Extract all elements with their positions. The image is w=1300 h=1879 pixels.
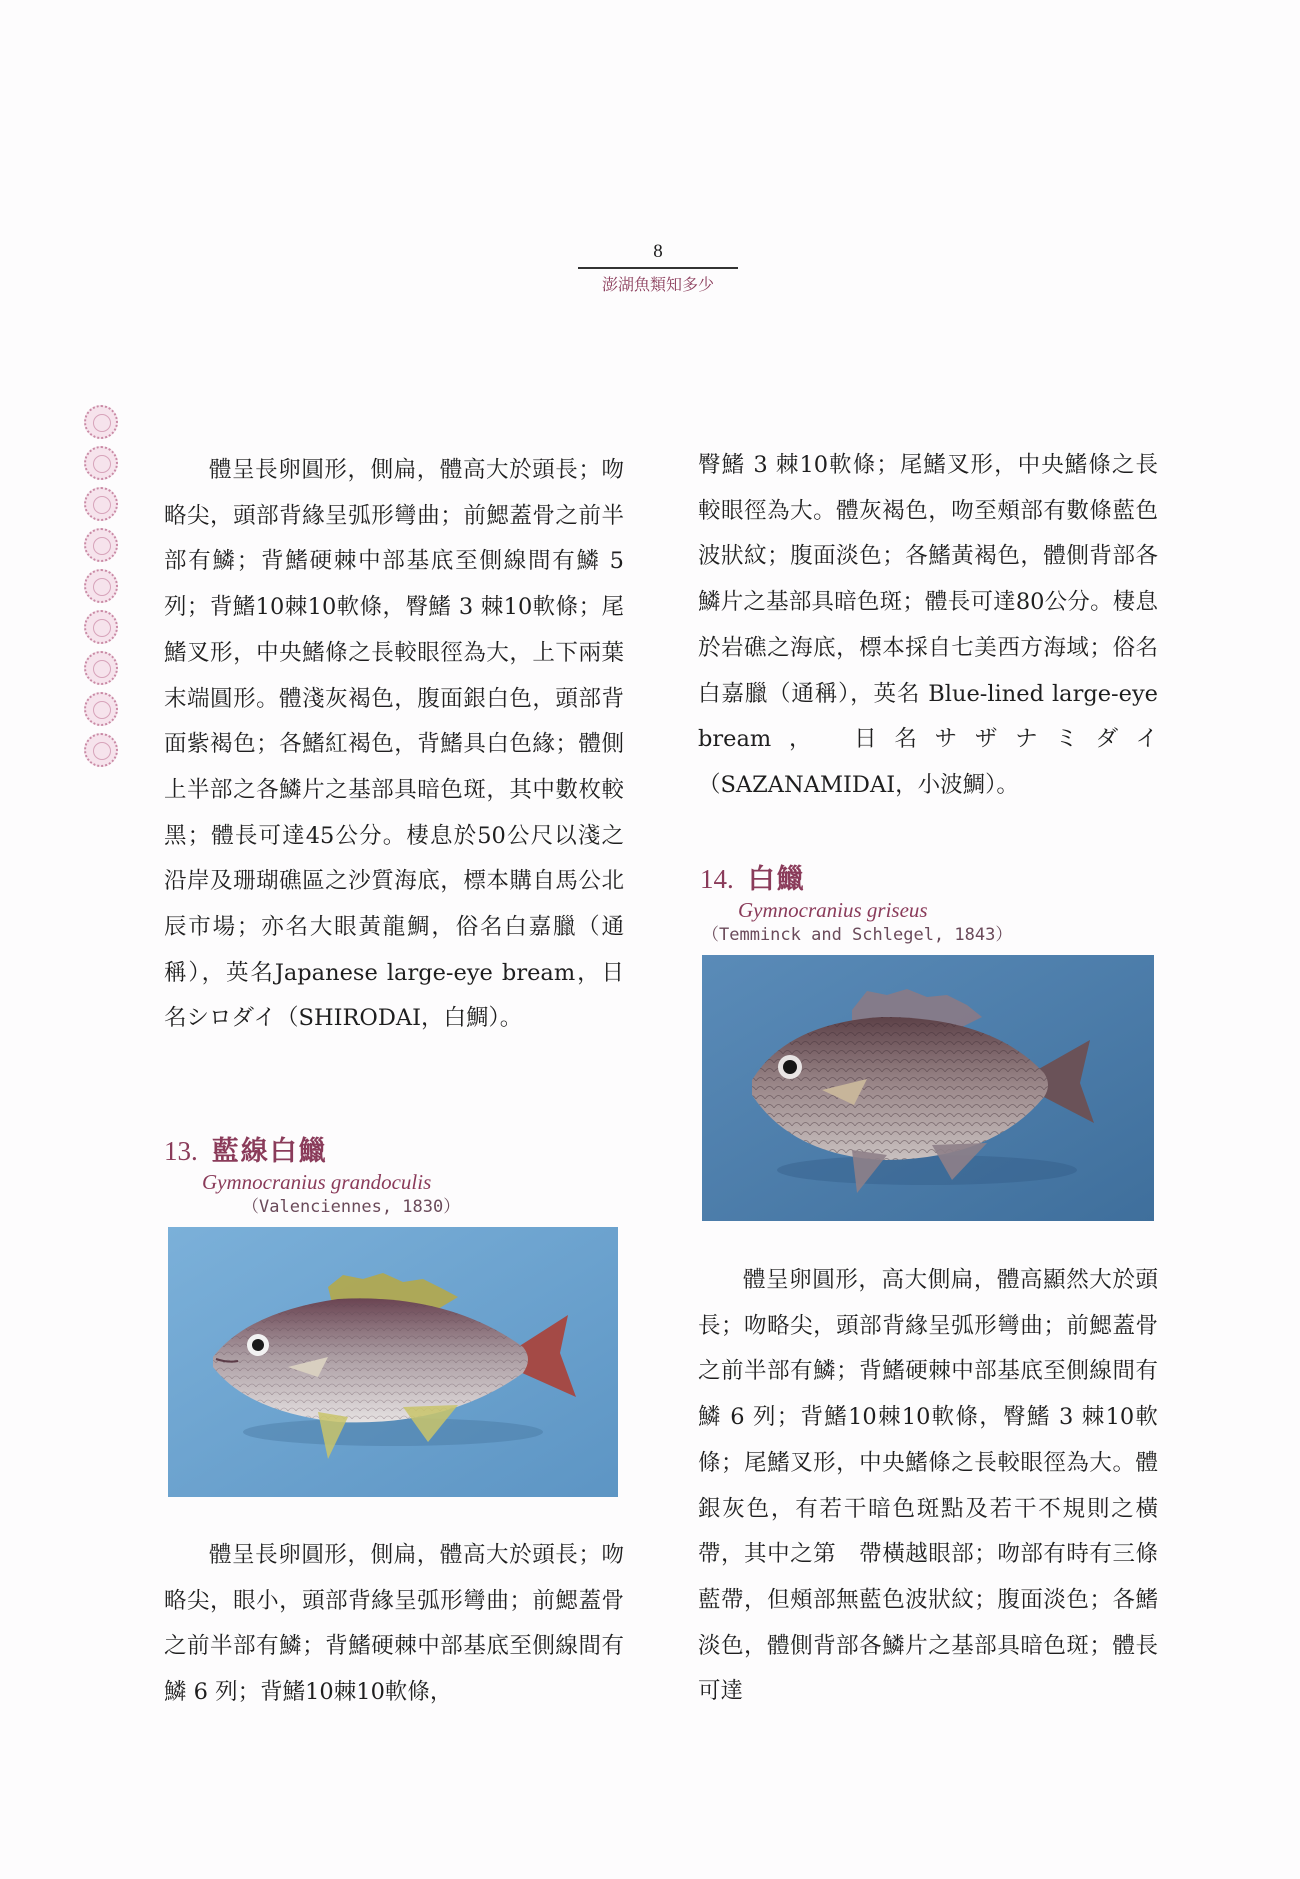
right-column-continued [698,443,1158,809]
left-column-intro [164,448,624,1042]
header-divider [578,267,738,269]
species-14-photo [702,955,1154,1221]
seal-icon [84,405,118,439]
species-13-heading [164,1134,460,1219]
species-13-name: 藍線白鱲 [211,1136,328,1167]
species-14-scientific-name: Gymnocranius griseus [738,898,928,922]
species-14-title [700,862,1012,897]
seal-icon [84,487,118,521]
species-14-name: 白鱲 [747,864,806,895]
species-13-description: 體呈長卵圓形，側扁，體高大於頭長；吻略尖，眼小，頭部背緣呈弧形彎曲；前鰓蓋骨之前半部有鱗；背鰭硬棘中部基底至側線間有鱗 6 列；背鰭10棘10軟條， [164,1542,624,1706]
species-14-number: 14. [700,864,734,894]
species-14-description-block [698,1258,1158,1715]
species-14-description: 體呈卵圓形，高大側扁，體高顯然大於頭長；吻略尖，頭部背緣呈弧形彎曲；前鰓蓋骨之前半部有鱗；背鰭硬棘中部基底至側線間有鱗 6 列；背鰭10棘10軟條，臀鰭 3 棘10軟條；尾鰭叉形，中央鰭條之長較眼徑為大。體銀灰色，有若干暗色斑點及若干不規則之橫帶，其中之第 帶橫越眼部；吻部有時有三條藍帶，但頰部無藍色波狀紋；腹面淡色；各鰭淡色，體側背部各鱗片之基部具暗色斑；體長可達 [698,1267,1158,1705]
seal-icon [84,528,118,562]
seal-icon [84,651,118,685]
seal-icon [84,446,118,480]
seal-icon [84,569,118,603]
species-12-description: 體呈長卵圓形，側扁，體高大於頭長；吻略尖，頭部背緣呈弧形彎曲；前鰓蓋骨之前半部有鱗；背鰭硬棘中部基底至側線間有鱗 5 列；背鰭10棘10軟條，臀鰭 3 棘10軟條；尾鰭叉形，中央鰭條之長較眼徑為大，上下兩葉末端圓形。體淺灰褐色，腹面銀白色，頭部背面紫褐色；各鰭紅褐色，背鰭具白色緣；體側上半部之各鱗片之基部具暗色斑，其中數枚較黑；體長可達45公分。棲息於50公尺以淺之沿岸及珊瑚礁區之沙質海底，標本購自馬公北辰市場；亦名大眼黃龍鯛，俗名白嘉臘（通稱），英名Japanese large-eye bream，日名シロダイ（SHIRODAI，白鯛）。 [164,457,624,1032]
seal-icon [84,610,118,644]
species-13-photo [168,1227,618,1497]
seal-icon [84,733,118,767]
species-14-authority: （Temminck and Schlegel, 1843） [702,925,1013,945]
species-13-description-block [164,1533,624,1716]
species-13-title [164,1134,460,1169]
book-title: 澎湖魚類知多少 [601,275,714,294]
species-13-authority: （Valenciennes, 1830） [242,1197,461,1217]
decorative-seal-strip [84,405,124,774]
page-number: 8 [653,241,663,262]
species-13-scientific-name: Gymnocranius grandoculis [202,1170,432,1194]
page-header [578,240,738,296]
species-13-description-continued: 臀鰭 3 棘10軟條；尾鰭叉形，中央鰭條之長較眼徑為大。體灰褐色，吻至頰部有數條藍色波狀紋；腹面淡色；各鰭黃褐色，體側背部各鱗片之基部具暗色斑；體長可達80公分。棲息於岩礁之海底，標本採自七美西方海域；俗名白嘉臘（通稱），英名 Blue-lined large-eye bream， 日名サザナミダイ（SAZANAMIDAI，小波鯛）。 [698,452,1158,798]
seal-icon [84,692,118,726]
species-14-heading [700,862,1012,947]
species-13-number: 13. [164,1136,198,1166]
